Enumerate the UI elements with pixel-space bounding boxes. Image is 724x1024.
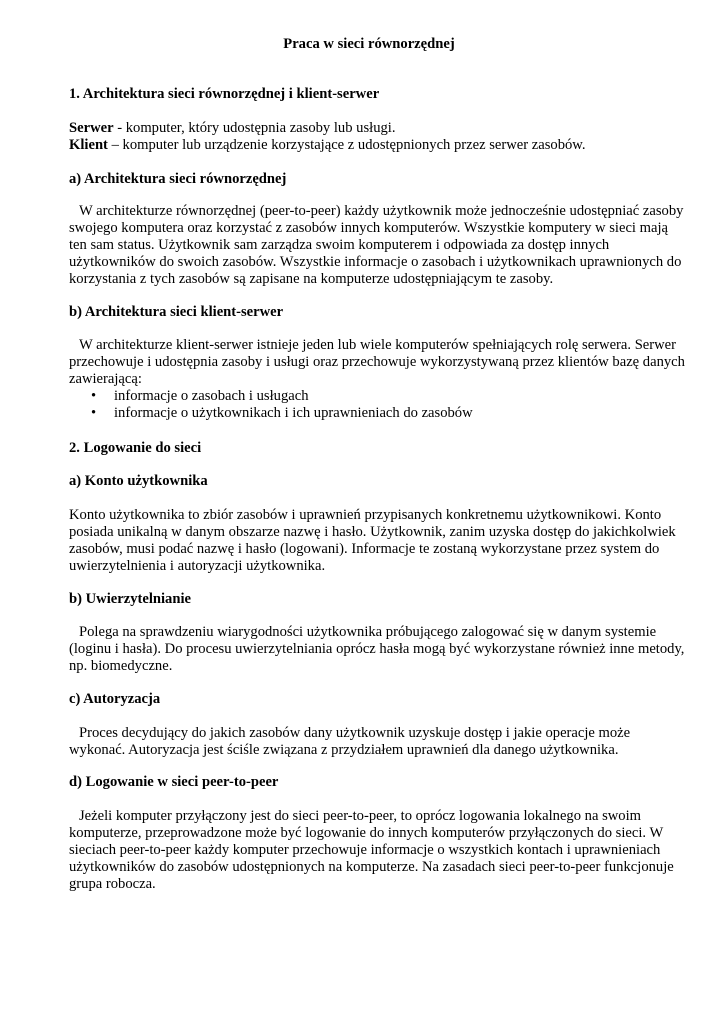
- section-1a: [69, 171, 669, 188]
- section-1: [69, 86, 669, 103]
- bullet-icon: •: [91, 405, 97, 421]
- paragraph-line: sieciach peer-to-peer każdy komputer przechowuje informacje o wszystkich kontach i uprawnieniach: [69, 842, 661, 858]
- section-1b: [69, 304, 669, 321]
- paragraph-line: posiada unikalną w danym obszarze nazwę i hasło. Użytkownik, zanim uzyska dostęp do jakichkolwiek: [69, 524, 676, 540]
- paragraph-line: Proces decydujący do jakich zasobów dany użytkownik uzyskuje dostęp i jakie operacje może: [79, 725, 631, 741]
- section-2c-heading: c) Autoryzacja: [69, 691, 161, 707]
- section-2d-heading: d) Logowanie w sieci peer-to-peer: [69, 774, 279, 790]
- list-item: [69, 405, 669, 422]
- section-1a-body: [69, 203, 684, 288]
- paragraph-line: użytkowników do swoich zasobów. Wszystkie informacje o zasobach i użytkownikach uprawnionych do: [69, 254, 682, 270]
- section-2d: [69, 774, 669, 791]
- section-1a-heading: a) Architektura sieci równorzędnej: [69, 171, 287, 187]
- section-2c: [69, 691, 669, 708]
- section-2a-body: [69, 507, 676, 575]
- paragraph-line: W architekturze równorzędnej (peer-to-peer) każdy użytkownik może jednocześnie udostępniać zasoby: [79, 203, 684, 219]
- paragraph-line: wykonać. Autoryzacja jest ściśle związana z przydziałem uprawnień dla danego użytkownika.: [69, 742, 619, 758]
- document-title: Praca w sieci równorzędnej: [283, 36, 455, 52]
- section-2: [69, 440, 669, 457]
- section-2d-body: [69, 808, 674, 893]
- definitions: [69, 120, 669, 154]
- paragraph-line: zawierającą:: [69, 371, 142, 387]
- paragraph-line: przechowuje i udostępnia zasoby i usługi oraz przechowuje wykorzystywaną przez klientów bazę danych: [69, 354, 685, 370]
- paragraph-line: np. biomedyczne.: [69, 658, 173, 674]
- paragraph-line: użytkowników do zasobów udostępnionych na komputerze. Na zasadach sieci peer-to-peer funkcjonuje: [69, 859, 674, 875]
- paragraph-line: Konto użytkownika to zbiór zasobów i uprawnień przypisanych konkretnemu użytkownikowi. Konto: [69, 507, 662, 523]
- section-1b-heading: b) Architektura sieci klient-serwer: [69, 304, 284, 320]
- bullet-icon: •: [91, 388, 97, 404]
- paragraph-line: komputerze, przeprowadzone może być logowanie do innych komputerów przyłączonych do sieci. W: [69, 825, 664, 841]
- list-item-text: informacje o zasobach i usługach: [114, 388, 309, 404]
- definition-term: Klient: [69, 137, 108, 153]
- section-2b-heading: b) Uwierzytelnianie: [69, 591, 191, 607]
- paragraph-line: swojego komputera oraz korzystać z zasobów innych komputerów. Wszystkie komputery w sieci mają: [69, 220, 668, 236]
- definition-client: [69, 137, 669, 154]
- list-item: [69, 388, 669, 405]
- paragraph-line: korzystania z tych zasobów są zapisane na komputerze udostępniającym te zasoby.: [69, 271, 554, 287]
- section-2a-heading: a) Konto użytkownika: [69, 473, 208, 489]
- section-2a: [69, 473, 669, 490]
- definition-text: – komputer lub urządzenie korzystające z udostępnionych przez serwer zasobów.: [107, 137, 586, 153]
- section-2c-body: [69, 725, 669, 759]
- paragraph-line: W architekturze klient-serwer istnieje jeden lub wiele komputerów spełniających rolę serwera. Serwer: [79, 337, 677, 353]
- paragraph-line: Jeżeli komputer przyłączony jest do sieci peer-to-peer, to oprócz logowania lokalnego na swoim: [79, 808, 642, 824]
- paragraph-line: ten sam status. Użytkownik sam zarządza swoim komputerem i odpowiada za dostęp innych: [69, 237, 610, 253]
- definition-server: [69, 120, 669, 137]
- paragraph-line: Polega na sprawdzeniu wiarygodności użytkownika próbującego zalogować się w danym systemie: [79, 624, 657, 640]
- list-item-text: informacje o użytkownikach i ich uprawnieniach do zasobów: [114, 405, 473, 421]
- section-1-heading: 1. Architektura sieci równorzędnej i klient-serwer: [69, 86, 380, 102]
- paragraph-line: uwierzytelnienia i autoryzacji użytkownika.: [69, 558, 326, 574]
- paragraph-line: (loginu i hasła). Do procesu uwierzytelniania oprócz hasła mogą być wykorzystane również inne metody,: [69, 641, 685, 657]
- paragraph-line: zasobów, musi podać nazwę i hasło (logowani). Informacje te zostaną wykorzystane przez system do: [69, 541, 660, 557]
- paragraph-line: grupa robocza.: [69, 876, 156, 892]
- definition-term: Serwer: [69, 120, 114, 136]
- section-2-heading: 2. Logowanie do sieci: [69, 440, 202, 456]
- section-1b-body: [69, 337, 685, 422]
- section-2b-body: [69, 624, 685, 675]
- bullet-list: [69, 388, 669, 422]
- definition-text: - komputer, który udostępnia zasoby lub usługi.: [113, 120, 396, 136]
- section-2b: [69, 591, 669, 608]
